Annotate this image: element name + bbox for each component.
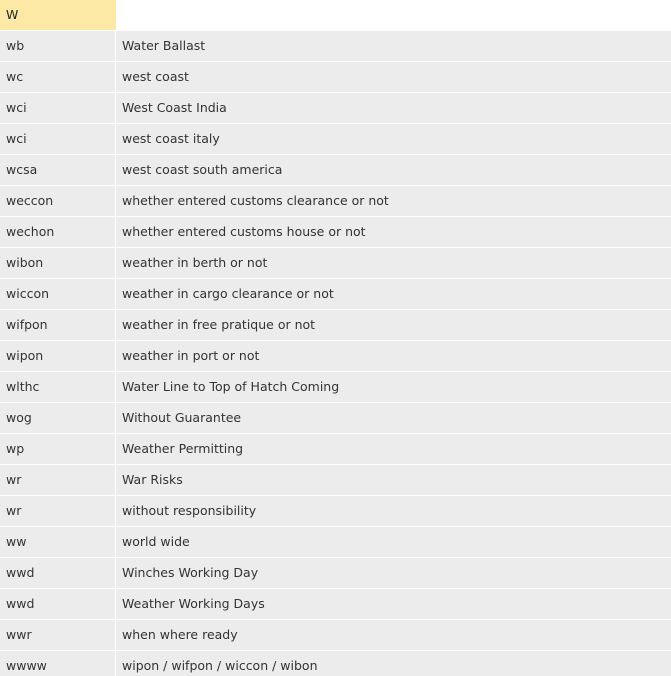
- meaning-cell: whether entered customs house or not: [122, 224, 366, 239]
- meaning-cell: Weather Working Days: [122, 596, 265, 611]
- section-letter: W: [0, 0, 116, 30]
- abbreviation-cell: wibon: [0, 248, 116, 278]
- abbreviation-cell: wci: [0, 124, 116, 154]
- table-row: [0, 155, 671, 186]
- abbreviation-cell: wwr: [0, 620, 116, 650]
- abbreviation-cell: ww: [0, 527, 116, 557]
- meaning-cell: when where ready: [122, 627, 238, 642]
- table-row: [0, 186, 671, 217]
- meaning-cell: weather in berth or not: [122, 255, 268, 270]
- abbreviation-cell: wc: [0, 62, 116, 92]
- abbreviation-cell: wechon: [0, 217, 116, 247]
- meaning-cell: War Risks: [122, 472, 183, 487]
- table-row: [0, 248, 671, 279]
- meaning-cell: West Coast India: [122, 100, 227, 115]
- abbreviation-cell: wcsa: [0, 155, 116, 185]
- table-row: [0, 434, 671, 465]
- meaning-cell: Winches Working Day: [122, 565, 259, 580]
- meaning-cell: west coast italy: [122, 131, 220, 146]
- abbreviation-cell: wiccon: [0, 279, 116, 309]
- table-row: [0, 93, 671, 124]
- meaning-cell: weather in free pratique or not: [122, 317, 316, 332]
- abbreviation-cell: wci: [0, 93, 116, 123]
- abbreviation-cell: wr: [0, 496, 116, 526]
- meaning-cell: weather in port or not: [122, 348, 260, 363]
- table-row: [0, 62, 671, 93]
- table-row: [0, 496, 671, 527]
- section-header-row: [0, 0, 671, 31]
- table-row: [0, 403, 671, 434]
- abbreviation-cell: wp: [0, 434, 116, 464]
- meaning-cell: Water Ballast: [122, 38, 206, 53]
- glossary-rows: [0, 31, 671, 676]
- meaning-cell: without responsibility: [122, 503, 257, 518]
- abbreviation-cell: wifpon: [0, 310, 116, 340]
- meaning-cell: wipon / wifpon / wiccon / wibon: [122, 658, 318, 673]
- table-row: [0, 217, 671, 248]
- table-row: [0, 310, 671, 341]
- abbreviation-cell: wwww: [0, 651, 116, 676]
- table-row: [0, 124, 671, 155]
- meaning-cell: Without Guarantee: [122, 410, 242, 425]
- meaning-cell: west coast south america: [122, 162, 283, 177]
- abbreviation-cell: wwd: [0, 558, 116, 588]
- abbreviation-cell: wlthc: [0, 372, 116, 402]
- abbreviation-cell: wb: [0, 31, 116, 61]
- abbreviation-cell: wwd: [0, 589, 116, 619]
- table-row: [0, 558, 671, 589]
- abbreviation-cell: wr: [0, 465, 116, 495]
- table-row: [0, 465, 671, 496]
- table-row: [0, 651, 671, 676]
- table-row: [0, 31, 671, 62]
- meaning-cell: whether entered customs clearance or not: [122, 193, 389, 208]
- meaning-cell: west coast: [122, 69, 189, 84]
- table-row: [0, 279, 671, 310]
- section-header-blank: [116, 0, 671, 30]
- table-row: [0, 341, 671, 372]
- table-row: [0, 620, 671, 651]
- meaning-cell: world wide: [122, 534, 190, 549]
- abbreviation-cell: wog: [0, 403, 116, 433]
- table-row: [0, 372, 671, 403]
- table-row: [0, 589, 671, 620]
- table-row: [0, 527, 671, 558]
- meaning-cell: weather in cargo clearance or not: [122, 286, 334, 301]
- meaning-cell: Weather Permitting: [122, 441, 244, 456]
- meaning-cell: Water Line to Top of Hatch Coming: [122, 379, 340, 394]
- abbreviation-cell: wipon: [0, 341, 116, 371]
- abbreviation-cell: weccon: [0, 186, 116, 216]
